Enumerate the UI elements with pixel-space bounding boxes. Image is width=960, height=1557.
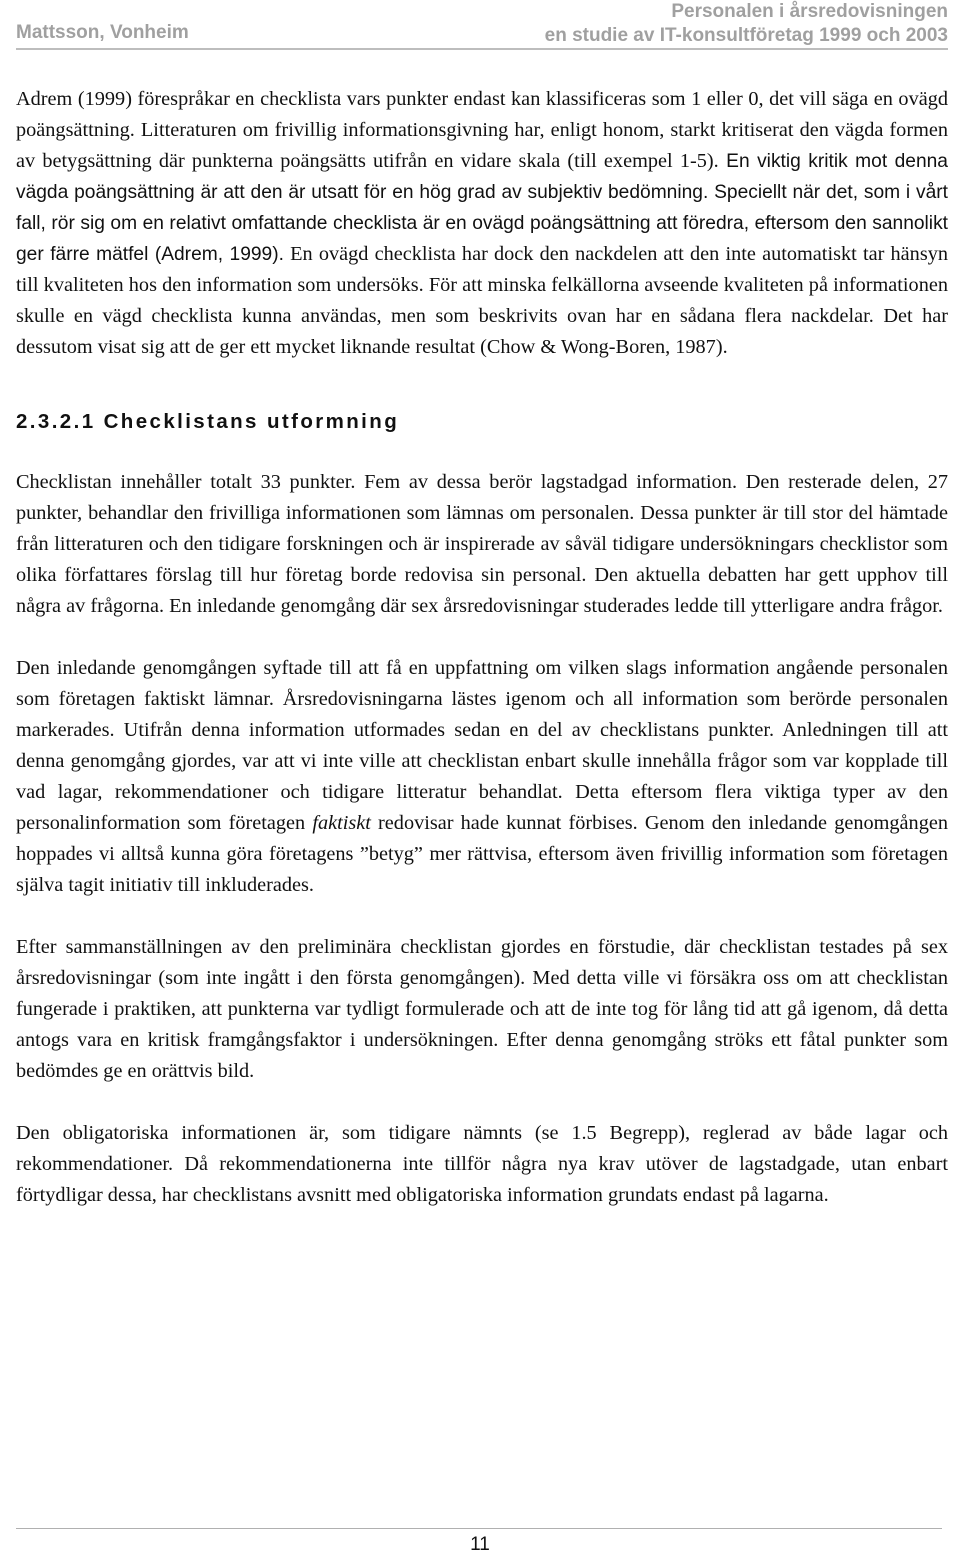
header-divider [16, 48, 948, 50]
paragraph-unweighted-scoring [16, 84, 948, 363]
header-title [545, 0, 948, 48]
paragraph1-text-d: En ovägd checklista har dock den nackdelen att den inte automatiskt tar hänsyn till kvaliteten hos den information som undersöks. För att minska felkällorna avseende kvaliteten på informationen skulle en vägd checklista kunna användas, men som beskrivits ovan har en sådana flera nackdelar. Det har dessutom visat sig att de ger ett mycket liknande resultat (Chow & Wong-Boren, 1987). [16, 243, 948, 358]
footer-divider [16, 1528, 942, 1529]
header-authors: Mattsson, Vonheim [16, 22, 189, 43]
paragraph3-text-a: Den inledande genomgången syftade till att få en uppfattning om vilken slags information angående personalen som företagen faktiskt lämnar. Årsredovisningarna lästes igenom och all information som berörde personalen markerades. Utifrån denna information utformades sedan en del av checklistans punkter. Anledningen till att denna genomgång gjordes, var att vi inte ville att checklistan enbart skulle innehålla frågor som var kopplade till vad lagar, rekommendationer och tidigare litteratur behandlat. Detta eftersom flera viktiga typer av den personalinformation som företagen [16, 657, 948, 834]
paragraph-pilot-study: Efter sammanställningen av den preliminära checklistan gjordes en förstudie, där checklistan testades på sex årsredovisningar (som inte ingått i den första genomgången). Med detta ville vi försäkra oss om att checklistan fungerade i praktiken, att punkterna var tydligt formulerade och att de inte tog för lång tid att gå igenom, då detta antogs vara en kritisk framgångsfaktor i undersökningen. Efter denna genomgång ströks ett fåtal punkter som bedömdes ge en orättvis bild. [16, 936, 948, 1082]
page-header [16, 0, 948, 50]
paragraph3-emphasis: faktiskt [312, 812, 371, 834]
header-title-line2: en studie av IT-konsultföretag 1999 och 2003 [544, 25, 948, 46]
paragraph-initial-review [16, 653, 948, 901]
paragraph1-text-b: En viktig kritik mot denna vägda poängsättning är att den är utsatt för en hög grad av subjektiv bedömning. [16, 151, 948, 203]
paragraph1-text-c: Speciellt när det, som i vårt fall, rör sig om en relativt omfattande checklista är en ovägd poängsättning att föredra, eftersom den sannolikt ger färre mätfel (Adrem, 1999). [16, 182, 948, 265]
paragraph1-text-a: Adrem (1999) förespråkar en checklista vars punkter endast kan klassificeras som 1 eller 0, det vill säga en ovägd poängsättning. Litteraturen om frivillig informationsgivning har, enligt honom, starkt kritiserat den vägda formen av betygsättning där punkterna poängsätts utifrån en vidare skala (till exempel 1-5). [16, 88, 948, 172]
header-title-line1: Personalen i årsredovisningen [671, 1, 948, 22]
paragraph3-text-b: redovisar hade kunnat förbises. Genom den inledande genomgången hoppades vi alltså kunna göra företagens ”betyg” mer rättvisa, eftersom även frivillig information som företagen själva tagit initiativ till inkluderades. [16, 812, 948, 896]
paragraph-mandatory-information: Den obligatoriska informationen är, som tidigare nämnts (se 1.5 Begrepp), reglerad av både lagar och rekommendationer. Då rekommendationerna inte tillför några nya krav utöver de lagstadgade, utan enbart förtydligar dessa, har checklistans avsnitt med obligatoriska information grundats endast på lagarna. [16, 1122, 948, 1206]
page-body [16, 84, 948, 1211]
page-number: 11 [470, 1534, 490, 1555]
section-heading: 2.3.2.1 Checklistans utformning [16, 410, 400, 433]
paragraph-checklist-contents: Checklistan innehåller totalt 33 punkter. Fem av dessa berör lagstadgad information. Den resterade delen, 27 punkter, behandlar den frivilliga informationen som lämnas om personalen. Dessa punkter är till stor del hämtade från litteraturen och den tidigare forskningen och är inspirerade av såväl tidigare undersökningars checklistor som olika författares förslag till hur företag borde redovisa sin personal. Den aktuella debatten har gett upphov till några av frågorna. En inledande genomgång där sex årsredovisningar studerades ledde till ytterligare andra frågor. [16, 471, 948, 617]
